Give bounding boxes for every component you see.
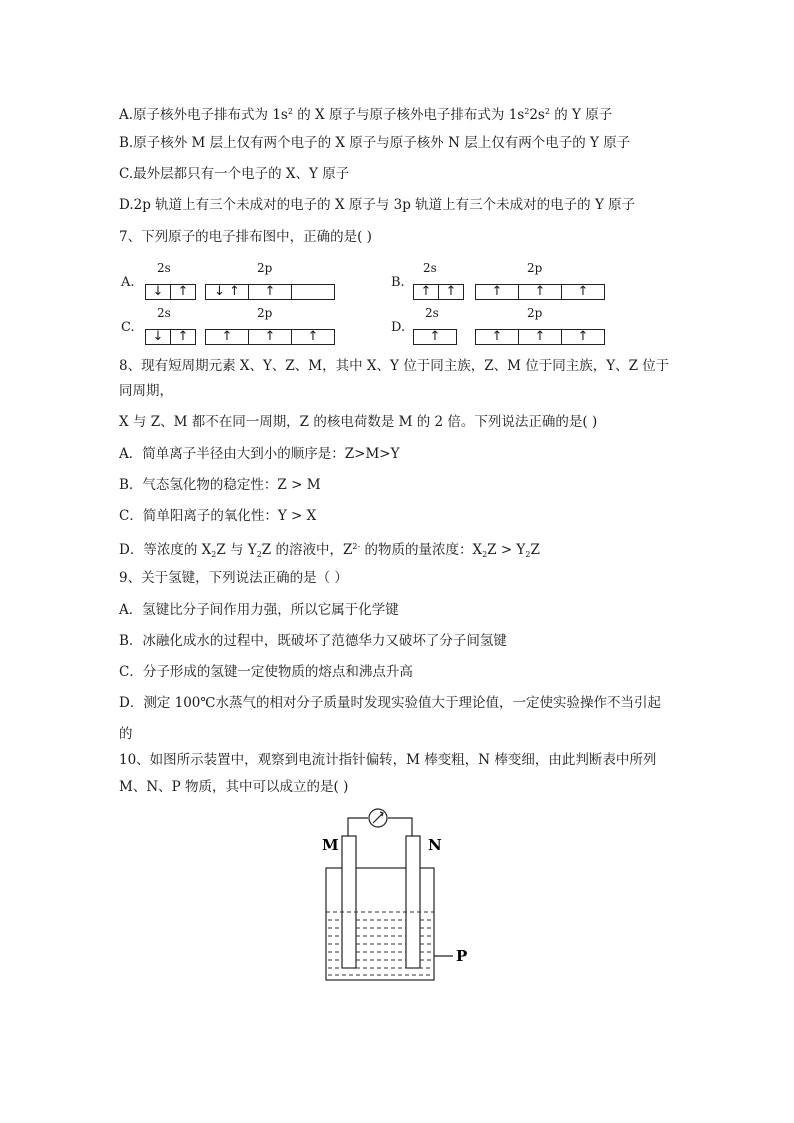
q8-stem-line3: X 与 Z、M 都不在同一周期，Z 的核电荷数是 M 的 2 倍。下列说法正确的是( ) bbox=[119, 414, 598, 430]
q9-option-a: A．氢键比分子间作用力强，所以它属于化学键 bbox=[119, 602, 399, 618]
q6-option-b: B.原子核外 M 层上仅有两个电子的 X 原子与原子核外 N 层上仅有两个电子的 Y 原子 bbox=[119, 135, 631, 151]
q6-option-a: A.原子核外电子排布式为 $1s^2$ 的 X 原子与原子核外电子排布式为 $1s^22s^2$ 的 Y 原子 bbox=[119, 107, 613, 123]
orbital-2p-box: ↑ ↑ ↑ bbox=[475, 329, 605, 345]
electrode-m bbox=[342, 836, 356, 968]
q10-stem-line2: M、N、P 物质，其中可以成立的是( ) bbox=[119, 779, 349, 795]
q8-option-b: B．气态氢化物的稳定性：Z > M bbox=[119, 477, 321, 493]
q9-option-d-line2: 的 bbox=[119, 726, 133, 742]
electrode-n bbox=[406, 836, 420, 968]
q10-stem-line1: 10、如图所示装置中，观察到电流计指针偏转，M 棒变粗，N 棒变细，由此判断表中所列 bbox=[119, 752, 657, 768]
q8-option-a: A．简单离子半径由大到小的顺序是：Z>M>Y bbox=[119, 446, 400, 462]
q7-stem: 7、下列原子的电子排布图中，正确的是( ) bbox=[119, 229, 372, 245]
q8-option-d: D．等浓度的 $X_2Z$ 与 $Y_2Z$ 的溶液中，$Z^{2-}$ 的物质的量浓度：$X_2Z > Y_2Z$ bbox=[119, 542, 540, 559]
orbital-2p-box: ↑ ↑ ↑ bbox=[205, 329, 335, 345]
galvanometer-needle bbox=[373, 813, 383, 823]
orbital-2s-box: ↑ ↑ bbox=[413, 284, 464, 300]
orbital-2p-box: ↑ ↑ ↑ bbox=[475, 284, 605, 300]
wire-left bbox=[348, 818, 368, 836]
orbital-2s-box: ↓ ↑ bbox=[145, 284, 196, 300]
orbital-2p-box: ↓ ↑ ↑ bbox=[205, 284, 335, 300]
q6-option-d: D.2p 轨道上有三个未成对的电子的 X 原子与 3p 轨道上有三个未成对的电子的 Y 原子 bbox=[119, 197, 636, 213]
q9-option-d-line1: D．测定 100℃水蒸气的相对分子质量时发现实验值大于理论值，一定使实验操作不当引起 bbox=[119, 695, 661, 711]
label-p: P bbox=[456, 947, 468, 965]
q9-stem: 9、关于氢键，下列说法正确的是（ ） bbox=[119, 570, 348, 586]
wire-right bbox=[388, 818, 412, 836]
q8-stem-line2: 同周期， bbox=[119, 383, 173, 399]
q9-option-c: C．分子形成的氢键一定使物质的熔点和沸点升高 bbox=[119, 664, 413, 680]
orbital-2s-box: ↑ bbox=[413, 329, 457, 345]
q9-option-b: B．冰融化成水的过程中，既破坏了范德华力又破坏了分子间氢键 bbox=[119, 633, 507, 649]
q6-option-c: C.最外层都只有一个电子的 X、Y 原子 bbox=[119, 166, 350, 182]
galvanic-cell-diagram bbox=[318, 808, 488, 988]
label-n: N bbox=[428, 836, 442, 854]
q8-stem-line1: 8、现有短周期元素 X、Y、Z、M，其中 X、Y 位于同主族，Z、M 位于同主族，Y、Z 位于 bbox=[119, 358, 670, 374]
q8-option-c: C．简单阳离子的氧化性：Y > X bbox=[119, 508, 317, 524]
orbital-2s-box: ↓ ↑ bbox=[145, 329, 196, 345]
label-m: M bbox=[322, 836, 339, 854]
